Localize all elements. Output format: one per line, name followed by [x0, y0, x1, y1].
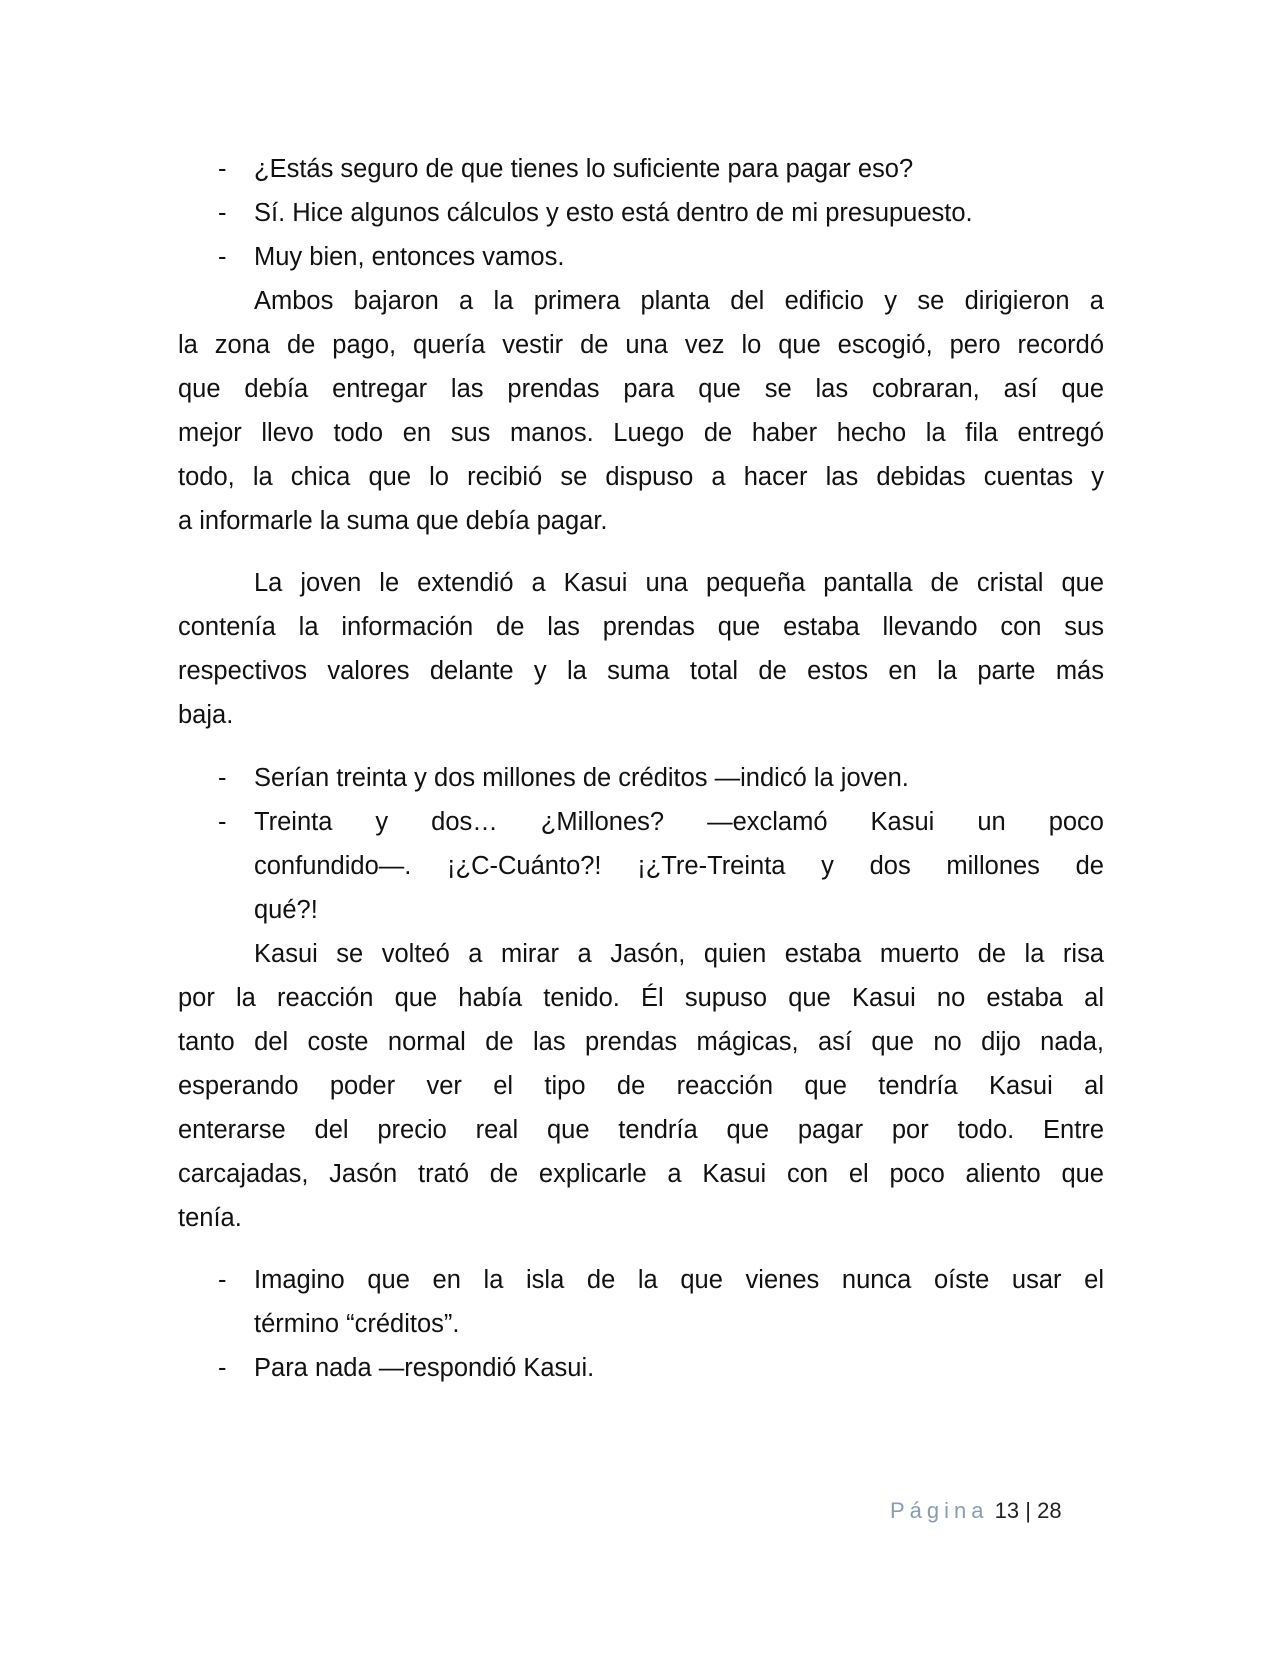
text-line	[178, 844, 1104, 888]
page-separator: |	[1025, 1498, 1031, 1523]
page-number: 13	[994, 1498, 1020, 1523]
line-text: término “créditos”.	[254, 1310, 460, 1338]
line-text: qué?!	[254, 896, 318, 924]
text-line	[178, 1020, 1104, 1064]
text-line	[178, 499, 1104, 543]
line-text: ¿Estás seguro de que tienes lo suficiente para pagar eso?	[254, 155, 914, 183]
line-text: todo, la chica que lo recibió se dispuso a hacer las debidas cuentas y	[178, 463, 1104, 491]
dash-bullet: -	[218, 243, 227, 271]
line-text: esperando poder ver el tipo de reacción que tendría Kasui al	[178, 1072, 1104, 1100]
text-line	[178, 1064, 1104, 1108]
dialogue-line	[178, 147, 1104, 191]
text-block-1	[178, 147, 1104, 543]
text-line	[178, 561, 1104, 605]
text-line	[178, 455, 1104, 499]
line-text: tanto del coste normal de las prendas mágicas, así que no dijo nada,	[178, 1028, 1104, 1056]
text-block-2	[178, 561, 1104, 737]
line-text: Muy bien, entonces vamos.	[254, 243, 565, 271]
text-line	[178, 1152, 1104, 1196]
line-text: que debía entregar las prendas para que se las cobraran, así que	[178, 375, 1104, 403]
line-text: Para nada —respondió Kasui.	[254, 1354, 595, 1382]
dialogue-line	[178, 235, 1104, 279]
dialogue-line	[178, 756, 1104, 800]
line-text: baja.	[178, 701, 234, 729]
line-text: tenía.	[178, 1204, 242, 1232]
text-line	[178, 649, 1104, 693]
dialogue-line	[178, 800, 1104, 844]
text-line	[178, 279, 1104, 323]
line-text: la zona de pago, quería vestir de una vez lo que escogió, pero recordó	[178, 331, 1104, 359]
page-total: 28	[1037, 1498, 1062, 1523]
text-line	[178, 693, 1104, 737]
dash-bullet: -	[218, 808, 227, 836]
line-text: enterarse del precio real que tendría que pagar por todo. Entre	[178, 1116, 1104, 1144]
text-line	[178, 976, 1104, 1020]
line-text: La joven le extendió a Kasui una pequeña pantalla de cristal que	[254, 569, 1104, 597]
dialogue-line	[178, 1346, 1104, 1390]
dash-bullet: -	[218, 1354, 227, 1382]
page-footer	[890, 1498, 1062, 1524]
line-text: Ambos bajaron a la primera planta del edificio y se dirigieron a	[254, 287, 1104, 315]
dialogue-line	[178, 191, 1104, 235]
line-text: respectivos valores delante y la suma total de estos en la parte más	[178, 657, 1104, 685]
line-text: a informarle la suma que debía pagar.	[178, 507, 608, 535]
text-line	[178, 367, 1104, 411]
line-text: contenía la información de las prendas que estaba llevando con sus	[178, 613, 1104, 641]
line-text: por la reacción que había tenido. Él supuso que Kasui no estaba al	[178, 984, 1104, 1012]
text-line	[178, 411, 1104, 455]
text-line	[178, 932, 1104, 976]
text-block-4	[178, 1258, 1104, 1390]
line-text: Kasui se volteó a mirar a Jasón, quien estaba muerto de la risa	[254, 940, 1104, 968]
dash-bullet: -	[218, 1266, 227, 1294]
text-line	[178, 1108, 1104, 1152]
page-label: Página	[890, 1498, 989, 1523]
line-text: mejor llevo todo en sus manos. Luego de haber hecho la fila entregó	[178, 419, 1104, 447]
line-text: Imagino que en la isla de la que vienes nunca oíste usar el	[254, 1266, 1104, 1294]
text-line	[178, 888, 1104, 932]
line-text: carcajadas, Jasón trató de explicarle a Kasui con el poco aliento que	[178, 1160, 1104, 1188]
text-line	[178, 1302, 1104, 1346]
line-text: confundido—. ¡¿C-Cuánto?! ¡¿Tre-Treinta y dos millones de	[254, 852, 1104, 880]
dash-bullet: -	[218, 199, 227, 227]
text-block-3	[178, 756, 1104, 1240]
text-line	[178, 323, 1104, 367]
dash-bullet: -	[218, 764, 227, 792]
dash-bullet: -	[218, 155, 227, 183]
line-text: Sí. Hice algunos cálculos y esto está dentro de mi presupuesto.	[254, 199, 973, 227]
text-line	[178, 605, 1104, 649]
dialogue-line	[178, 1258, 1104, 1302]
text-line	[178, 1196, 1104, 1240]
line-text: Treinta y dos… ¿Millones? —exclamó Kasui un poco	[254, 808, 1104, 836]
line-text: Serían treinta y dos millones de créditos —indicó la joven.	[254, 764, 909, 792]
